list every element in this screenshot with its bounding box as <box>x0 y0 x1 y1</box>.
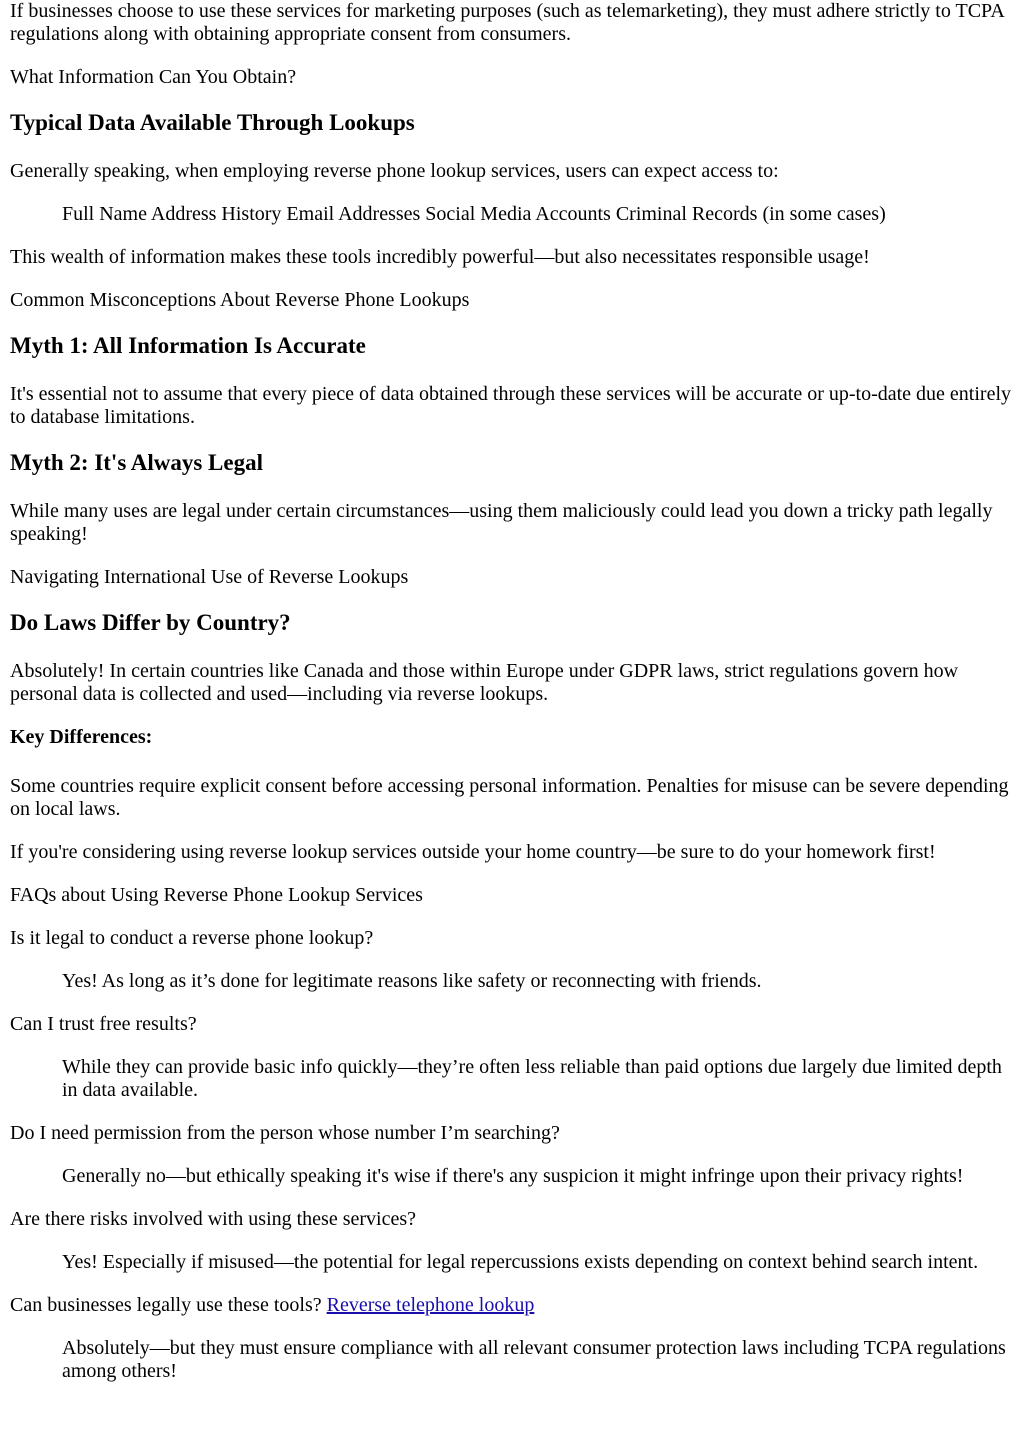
heading-myth-2: Myth 2: It's Always Legal <box>10 450 263 475</box>
faq-question: Can I trust free results? <box>10 1013 197 1035</box>
heading-laws-differ: Do Laws Differ by Country? <box>10 610 291 635</box>
faq-answer: Yes! Especially if misused—the potential for legal repercussions exists depending on context behind search intent. <box>62 1251 979 1273</box>
faq-question: Is it legal to conduct a reverse phone lookup? <box>10 927 374 949</box>
faq-answer: Generally no—but ethically speaking it's wise if there's any suspicion it might infringe upon their privacy rights! <box>62 1165 964 1187</box>
faq-answer: Absolutely—but they must ensure compliance with all relevant consumer protection laws including TCPA regulations among others! <box>62 1337 1006 1382</box>
reverse-telephone-lookup-link[interactable]: Reverse telephone lookup <box>326 1294 535 1316</box>
faq-question: Do I need permission from the person whose number I’m searching? <box>10 1122 560 1144</box>
faq-answer: While they can provide basic info quickly—they’re often less reliable than paid options due largely due limited depth in data available. <box>62 1056 1002 1101</box>
paragraph-homework: If you're considering using reverse lookup services outside your home country—be sure to do your homework first! <box>10 841 936 863</box>
section-label-international: Navigating International Use of Reverse Lookups <box>10 566 409 588</box>
paragraph-generally: Generally speaking, when employing reverse phone lookup services, users can expect access to: <box>10 160 779 182</box>
faq-question-with-link <box>10 1294 1014 1317</box>
paragraph-myth-2: While many uses are legal under certain circumstances—using them maliciously could lead you down a tricky path legally speaking! <box>10 500 993 545</box>
heading-typical-data: Typical Data Available Through Lookups <box>10 110 415 135</box>
faq-question: Can businesses legally use these tools? <box>10 1294 322 1316</box>
section-label-faqs: FAQs about Using Reverse Phone Lookup Services <box>10 884 423 906</box>
heading-myth-1: Myth 1: All Information Is Accurate <box>10 333 366 358</box>
heading-key-differences: Key Differences: <box>10 726 153 748</box>
section-label-information: What Information Can You Obtain? <box>10 66 297 88</box>
paragraph-wealth: This wealth of information makes these tools incredibly powerful—but also necessitates responsible usage! <box>10 246 870 268</box>
faq-question: Are there risks involved with using these services? <box>10 1208 417 1230</box>
paragraph-myth-1: It's essential not to assume that every piece of data obtained through these services will be accurate or up-to-date due entirely to database limitations. <box>10 383 1012 428</box>
paragraph-some-countries: Some countries require explicit consent before accessing personal information. Penalties for misuse can be severe depending on local laws. <box>10 775 1009 820</box>
data-list: Full Name Address History Email Addresses Social Media Accounts Criminal Records (in some cases) <box>62 203 886 225</box>
faq-answer: Yes! As long as it’s done for legitimate reasons like safety or reconnecting with friends. <box>62 970 762 992</box>
intro-paragraph: If businesses choose to use these services for marketing purposes (such as telemarketing), they must adhere strictly to TCPA regulations along with obtaining appropriate consent from consumers. <box>10 0 1004 45</box>
section-label-misconceptions: Common Misconceptions About Reverse Phone Lookups <box>10 289 470 311</box>
paragraph-absolutely: Absolutely! In certain countries like Canada and those within Europe under GDPR laws, strict regulations govern how personal data is collected and used—including via reverse lookups. <box>10 660 959 705</box>
